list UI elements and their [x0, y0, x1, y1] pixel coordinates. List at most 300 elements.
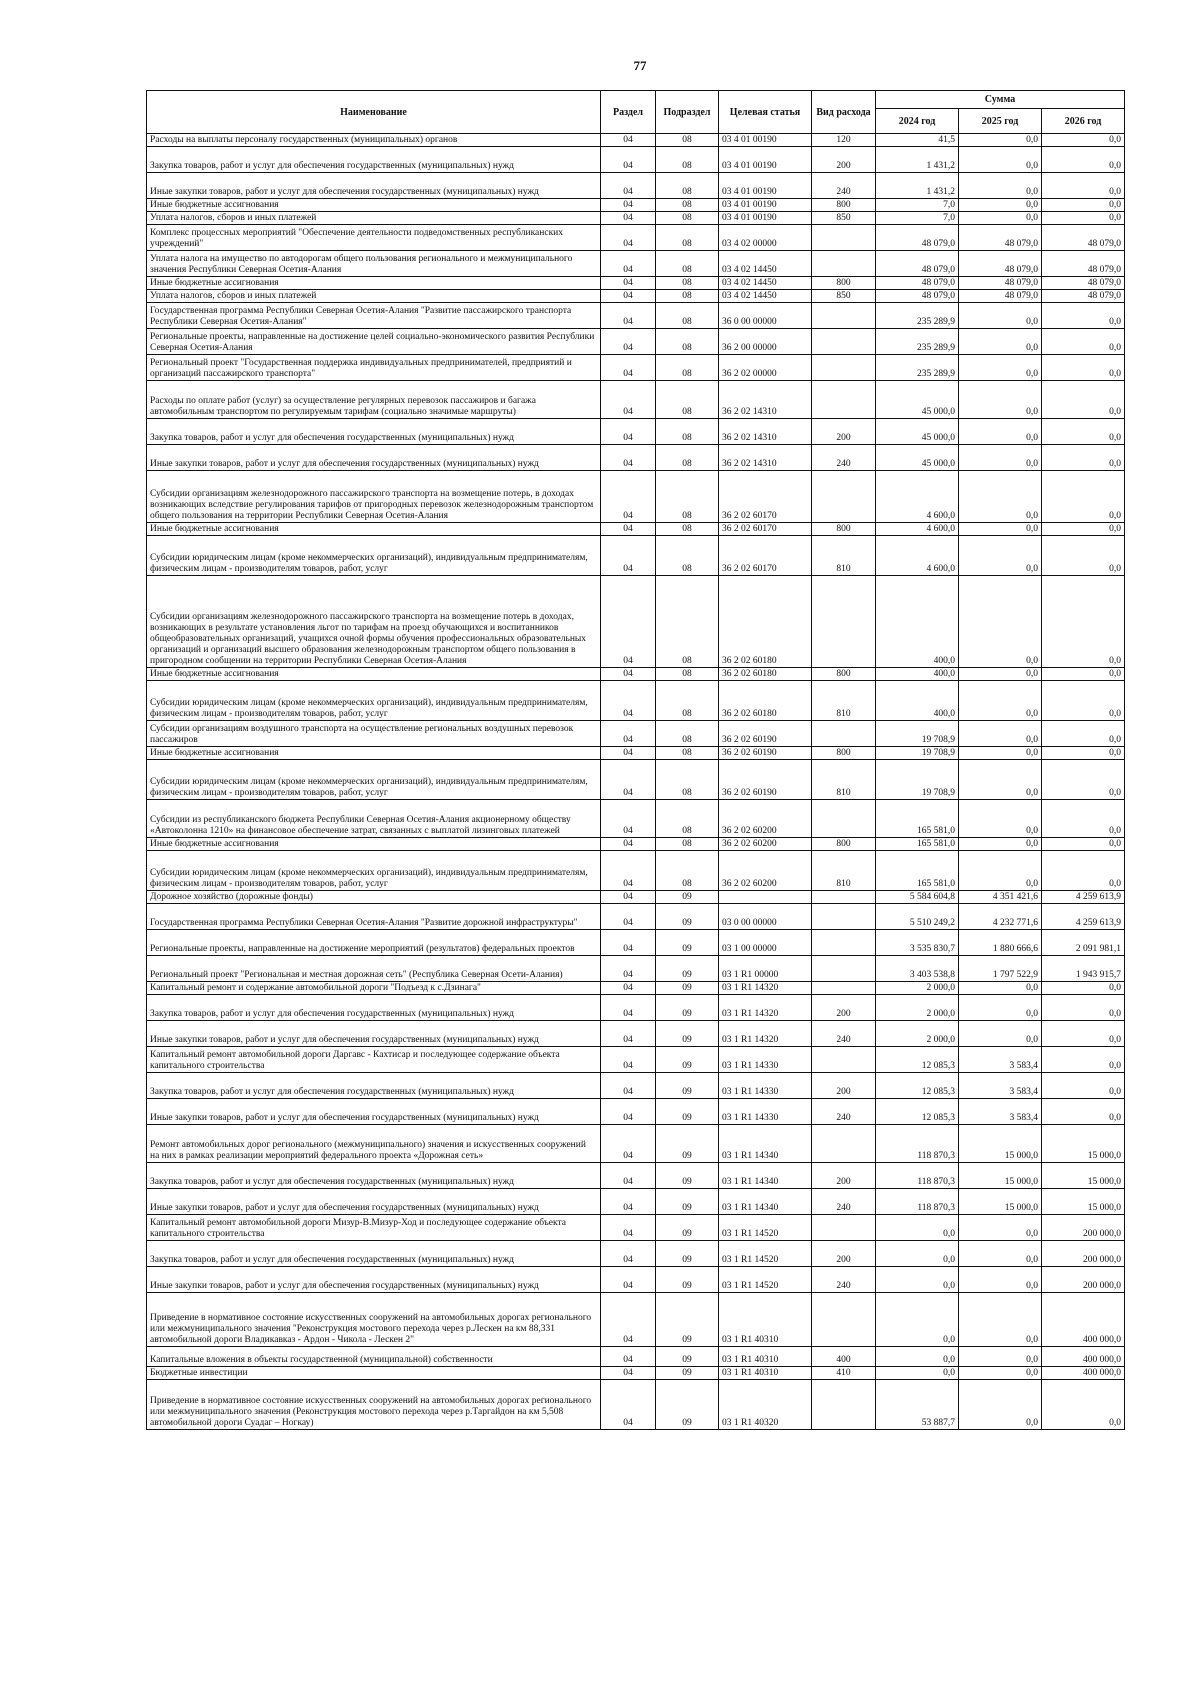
cell-name: Иные закупки товаров, работ и услуг для обеспечения государственных (муниципальных) нужд [147, 1021, 601, 1047]
cell-2024: 235 289,9 [876, 329, 959, 355]
cell-kind: 240 [812, 173, 876, 199]
cell-kind [812, 576, 876, 668]
cell-2026: 0,0 [1042, 445, 1125, 471]
table-row [147, 1047, 1125, 1073]
cell-kind: 800 [812, 838, 876, 851]
cell-section: 04 [601, 995, 656, 1021]
cell-subsection: 09 [656, 1099, 719, 1125]
cell-subsection: 08 [656, 747, 719, 760]
cell-2026: 200 000,0 [1042, 1215, 1125, 1241]
cell-subsection: 09 [656, 930, 719, 956]
cell-target: 36 2 02 60170 [719, 536, 812, 576]
cell-name: Государственная программа Республики Северная Осетия-Алания "Развитие пассажирского транспорта Республики Северная Осетия-Алания" [147, 303, 601, 329]
cell-section: 04 [601, 1099, 656, 1125]
cell-subsection: 09 [656, 1293, 719, 1347]
cell-2026: 0,0 [1042, 576, 1125, 668]
cell-name: Капитальный ремонт автомобильной дороги Даргавс - Кахтисар и последующее содержание объекта капитального строительства [147, 1047, 601, 1073]
cell-name: Региональные проекты, направленные на достижение мероприятий (результатов) федеральных проектов [147, 930, 601, 956]
cell-subsection: 08 [656, 576, 719, 668]
table-row [147, 225, 1125, 251]
cell-name: Уплата налогов, сборов и иных платежей [147, 290, 601, 303]
cell-2025: 0,0 [959, 134, 1042, 147]
cell-kind: 240 [812, 1267, 876, 1293]
header-section: Раздел [601, 91, 656, 134]
cell-subsection: 09 [656, 1047, 719, 1073]
cell-name: Региональные проекты, направленные на достижение целей социально-экономического развития Республики Северная Осетия-Алания [147, 329, 601, 355]
cell-subsection: 08 [656, 173, 719, 199]
cell-2024: 165 581,0 [876, 800, 959, 838]
cell-name: Иные бюджетные ассигнования [147, 838, 601, 851]
cell-target: 03 4 02 14450 [719, 251, 812, 277]
cell-target: 03 4 01 00190 [719, 134, 812, 147]
cell-2026: 0,0 [1042, 199, 1125, 212]
cell-2026: 48 079,0 [1042, 277, 1125, 290]
cell-target: 36 2 02 00000 [719, 355, 812, 381]
cell-name: Закупка товаров, работ и услуг для обеспечения государственных (муниципальных) нужд [147, 995, 601, 1021]
table-row [147, 419, 1125, 445]
table-row [147, 838, 1125, 851]
cell-section: 04 [601, 800, 656, 838]
cell-name: Иные закупки товаров, работ и услуг для обеспечения государственных (муниципальных) нужд [147, 445, 601, 471]
cell-2025: 48 079,0 [959, 225, 1042, 251]
cell-section: 04 [601, 225, 656, 251]
cell-section: 04 [601, 173, 656, 199]
cell-name: Государственная программа Республики Северная Осетия-Алания "Развитие дорожной инфраструктуры" [147, 904, 601, 930]
cell-target: 03 1 R1 40310 [719, 1367, 812, 1380]
cell-target: 03 4 01 00190 [719, 212, 812, 225]
table-row [147, 800, 1125, 838]
cell-target: 03 4 01 00190 [719, 173, 812, 199]
cell-subsection: 08 [656, 225, 719, 251]
cell-2026: 0,0 [1042, 355, 1125, 381]
cell-section: 04 [601, 1215, 656, 1241]
cell-kind [812, 355, 876, 381]
cell-2026: 0,0 [1042, 721, 1125, 747]
cell-2024: 12 085,3 [876, 1047, 959, 1073]
cell-target: 36 2 00 00000 [719, 329, 812, 355]
cell-2025: 0,0 [959, 668, 1042, 681]
cell-kind: 410 [812, 1367, 876, 1380]
cell-2026: 15 000,0 [1042, 1163, 1125, 1189]
cell-kind: 810 [812, 681, 876, 721]
cell-2024: 0,0 [876, 1215, 959, 1241]
cell-section: 04 [601, 956, 656, 982]
cell-subsection: 09 [656, 1380, 719, 1430]
cell-subsection: 08 [656, 721, 719, 747]
cell-2025: 0,0 [959, 747, 1042, 760]
cell-name: Иные бюджетные ассигнования [147, 199, 601, 212]
cell-subsection: 08 [656, 681, 719, 721]
table-row [147, 982, 1125, 995]
cell-2025: 15 000,0 [959, 1163, 1042, 1189]
cell-subsection: 09 [656, 1189, 719, 1215]
header-subsection: Подраздел [656, 91, 719, 134]
cell-section: 04 [601, 668, 656, 681]
cell-section: 04 [601, 851, 656, 891]
cell-kind [812, 904, 876, 930]
cell-name: Субсидии организациям воздушного транспорта на осуществление региональных воздушных перевозок пассажиров [147, 721, 601, 747]
cell-2026: 15 000,0 [1042, 1189, 1125, 1215]
cell-section: 04 [601, 147, 656, 173]
cell-name: Капитальный ремонт и содержание автомобильной дороги "Подъезд к с.Дзинага" [147, 982, 601, 995]
table-row [147, 1163, 1125, 1189]
cell-2024: 45 000,0 [876, 445, 959, 471]
cell-2024: 118 870,3 [876, 1189, 959, 1215]
cell-2024: 19 708,9 [876, 721, 959, 747]
cell-section: 04 [601, 445, 656, 471]
cell-2024: 41,5 [876, 134, 959, 147]
cell-section: 04 [601, 1347, 656, 1367]
cell-name: Субсидии юридическим лицам (кроме некоммерческих организаций), индивидуальным предпринимателям, физическим лицам - производителям товаров, работ, услуг [147, 851, 601, 891]
cell-kind: 200 [812, 995, 876, 1021]
table-row [147, 1267, 1125, 1293]
cell-target: 03 1 R1 14330 [719, 1047, 812, 1073]
cell-name: Уплата налога на имущество по автодорогам общего пользования регионального и межмуниципального значения Республики Северная Осетия-Алания [147, 251, 601, 277]
cell-2024: 7,0 [876, 212, 959, 225]
cell-2024: 19 708,9 [876, 747, 959, 760]
cell-2025: 0,0 [959, 147, 1042, 173]
cell-2026: 48 079,0 [1042, 225, 1125, 251]
cell-subsection: 08 [656, 134, 719, 147]
cell-subsection: 08 [656, 251, 719, 277]
cell-kind: 240 [812, 1099, 876, 1125]
cell-kind [812, 800, 876, 838]
cell-target: 36 2 02 60180 [719, 668, 812, 681]
cell-2024: 118 870,3 [876, 1163, 959, 1189]
cell-2025: 15 000,0 [959, 1125, 1042, 1163]
cell-2026: 0,0 [1042, 147, 1125, 173]
cell-kind [812, 225, 876, 251]
cell-name: Иные закупки товаров, работ и услуг для обеспечения государственных (муниципальных) нужд [147, 173, 601, 199]
cell-2026: 0,0 [1042, 747, 1125, 760]
cell-2024: 45 000,0 [876, 381, 959, 419]
cell-2024: 165 581,0 [876, 838, 959, 851]
cell-section: 04 [601, 838, 656, 851]
cell-2025: 0,0 [959, 800, 1042, 838]
cell-subsection: 09 [656, 956, 719, 982]
cell-name: Капитальные вложения в объекты государственной (муниципальной) собственности [147, 1347, 601, 1367]
cell-2026: 400 000,0 [1042, 1293, 1125, 1347]
table-row [147, 1189, 1125, 1215]
cell-2024: 4 600,0 [876, 536, 959, 576]
cell-target: 03 4 02 14450 [719, 290, 812, 303]
cell-2025: 0,0 [959, 1293, 1042, 1347]
cell-kind: 800 [812, 199, 876, 212]
cell-2026: 48 079,0 [1042, 290, 1125, 303]
header-2026: 2026 год [1042, 109, 1125, 134]
cell-target: 03 1 R1 14340 [719, 1189, 812, 1215]
table-row [147, 173, 1125, 199]
table-row [147, 147, 1125, 173]
table-row [147, 576, 1125, 668]
cell-2025: 0,0 [959, 1347, 1042, 1367]
cell-2025: 4 351 421,6 [959, 891, 1042, 904]
cell-2025: 0,0 [959, 681, 1042, 721]
cell-name: Субсидии юридическим лицам (кроме некоммерческих организаций), индивидуальным предпринимателям, физическим лицам - производителям товаров, работ, услуг [147, 760, 601, 800]
cell-2026: 0,0 [1042, 173, 1125, 199]
cell-2026: 0,0 [1042, 800, 1125, 838]
cell-2025: 0,0 [959, 721, 1042, 747]
cell-2025: 3 583,4 [959, 1047, 1042, 1073]
cell-section: 04 [601, 747, 656, 760]
table-row [147, 471, 1125, 523]
cell-section: 04 [601, 1073, 656, 1099]
table-row [147, 851, 1125, 891]
cell-target: 36 2 02 60170 [719, 523, 812, 536]
cell-2025: 0,0 [959, 419, 1042, 445]
cell-2025: 1 797 522,9 [959, 956, 1042, 982]
cell-2024: 2 000,0 [876, 982, 959, 995]
cell-2024: 5 584 604,8 [876, 891, 959, 904]
header-name: Наименование [147, 91, 601, 134]
cell-section: 04 [601, 212, 656, 225]
cell-2025: 48 079,0 [959, 251, 1042, 277]
cell-subsection: 09 [656, 1073, 719, 1099]
cell-target: 03 0 00 00000 [719, 904, 812, 930]
cell-section: 04 [601, 681, 656, 721]
cell-section: 04 [601, 721, 656, 747]
cell-name: Ремонт автомобильных дорог регионального (межмуниципального) значения и искусственных сооружений на них в рамках реализации мероприятий федерального проекта «Дорожная сеть» [147, 1125, 601, 1163]
cell-2024: 4 600,0 [876, 471, 959, 523]
table-row [147, 212, 1125, 225]
cell-name: Субсидии юридическим лицам (кроме некоммерческих организаций), индивидуальным предпринимателям, физическим лицам - производителям товаров, работ, услуг [147, 681, 601, 721]
cell-2024: 235 289,9 [876, 303, 959, 329]
cell-target: 03 1 R1 14340 [719, 1163, 812, 1189]
table-row [147, 1215, 1125, 1241]
table-row [147, 995, 1125, 1021]
cell-target: 36 2 02 60200 [719, 800, 812, 838]
cell-2025: 3 583,4 [959, 1073, 1042, 1099]
cell-target: 03 1 00 00000 [719, 930, 812, 956]
cell-subsection: 09 [656, 1125, 719, 1163]
table-row [147, 523, 1125, 536]
cell-2024: 2 000,0 [876, 995, 959, 1021]
cell-2026: 0,0 [1042, 760, 1125, 800]
cell-kind [812, 930, 876, 956]
cell-2026: 0,0 [1042, 523, 1125, 536]
table-row [147, 381, 1125, 419]
cell-subsection: 09 [656, 1215, 719, 1241]
cell-2025: 48 079,0 [959, 277, 1042, 290]
cell-2026: 0,0 [1042, 838, 1125, 851]
cell-2024: 0,0 [876, 1267, 959, 1293]
cell-2026: 0,0 [1042, 851, 1125, 891]
cell-target [719, 891, 812, 904]
cell-2024: 48 079,0 [876, 251, 959, 277]
cell-2026: 4 259 613,9 [1042, 904, 1125, 930]
cell-target: 36 2 02 14310 [719, 445, 812, 471]
cell-kind: 240 [812, 1189, 876, 1215]
table-row [147, 760, 1125, 800]
cell-name: Уплата налогов, сборов и иных платежей [147, 212, 601, 225]
table-row [147, 1125, 1125, 1163]
cell-name: Иные бюджетные ассигнования [147, 277, 601, 290]
cell-2025: 0,0 [959, 1241, 1042, 1267]
cell-target: 03 1 R1 00000 [719, 956, 812, 982]
cell-section: 04 [601, 760, 656, 800]
cell-section: 04 [601, 576, 656, 668]
table-row [147, 956, 1125, 982]
cell-kind: 850 [812, 212, 876, 225]
cell-name: Закупка товаров, работ и услуг для обеспечения государственных (муниципальных) нужд [147, 419, 601, 445]
cell-2025: 0,0 [959, 838, 1042, 851]
cell-kind: 850 [812, 290, 876, 303]
cell-target: 36 2 02 60180 [719, 576, 812, 668]
cell-name: Региональный проект "Региональная и местная дорожная сеть" (Республика Северная Осети-Алания) [147, 956, 601, 982]
cell-2026: 0,0 [1042, 471, 1125, 523]
cell-section: 04 [601, 134, 656, 147]
cell-kind: 800 [812, 277, 876, 290]
cell-2024: 1 431,2 [876, 147, 959, 173]
cell-2024: 235 289,9 [876, 355, 959, 381]
cell-subsection: 09 [656, 1267, 719, 1293]
cell-target: 03 1 R1 14330 [719, 1073, 812, 1099]
cell-2026: 0,0 [1042, 419, 1125, 445]
cell-section: 04 [601, 329, 656, 355]
cell-2026: 0,0 [1042, 668, 1125, 681]
cell-2026: 48 079,0 [1042, 251, 1125, 277]
header-sum: Сумма [876, 91, 1125, 109]
cell-subsection: 08 [656, 851, 719, 891]
cell-target: 36 2 02 60200 [719, 838, 812, 851]
cell-kind: 200 [812, 1163, 876, 1189]
cell-2024: 400,0 [876, 681, 959, 721]
cell-target: 03 4 01 00190 [719, 147, 812, 173]
table-row [147, 303, 1125, 329]
cell-2024: 118 870,3 [876, 1125, 959, 1163]
cell-2025: 0,0 [959, 1380, 1042, 1430]
cell-2024: 0,0 [876, 1367, 959, 1380]
table-row [147, 904, 1125, 930]
cell-2026: 0,0 [1042, 1099, 1125, 1125]
cell-2026: 0,0 [1042, 982, 1125, 995]
table-row [147, 1367, 1125, 1380]
cell-2024: 12 085,3 [876, 1073, 959, 1099]
cell-kind: 800 [812, 668, 876, 681]
cell-kind: 800 [812, 747, 876, 760]
cell-section: 04 [601, 251, 656, 277]
cell-2024: 5 510 249,2 [876, 904, 959, 930]
cell-section: 04 [601, 523, 656, 536]
table-row [147, 668, 1125, 681]
cell-subsection: 08 [656, 277, 719, 290]
cell-section: 04 [601, 891, 656, 904]
cell-target: 03 1 R1 40320 [719, 1380, 812, 1430]
cell-name: Иные бюджетные ассигнования [147, 747, 601, 760]
cell-kind [812, 381, 876, 419]
cell-section: 04 [601, 904, 656, 930]
table-row [147, 1073, 1125, 1099]
cell-kind [812, 471, 876, 523]
cell-2024: 1 431,2 [876, 173, 959, 199]
cell-2024: 400,0 [876, 576, 959, 668]
cell-section: 04 [601, 930, 656, 956]
cell-section: 04 [601, 290, 656, 303]
cell-2025: 0,0 [959, 212, 1042, 225]
cell-2026: 400 000,0 [1042, 1367, 1125, 1380]
cell-kind: 200 [812, 147, 876, 173]
table-row [147, 251, 1125, 277]
cell-subsection: 08 [656, 212, 719, 225]
cell-2025: 0,0 [959, 355, 1042, 381]
cell-name: Закупка товаров, работ и услуг для обеспечения государственных (муниципальных) нужд [147, 1073, 601, 1099]
cell-subsection: 09 [656, 1347, 719, 1367]
cell-target: 03 1 R1 40310 [719, 1347, 812, 1367]
cell-section: 04 [601, 303, 656, 329]
cell-2025: 4 232 771,6 [959, 904, 1042, 930]
table-row [147, 1293, 1125, 1347]
table-row [147, 681, 1125, 721]
table-row [147, 747, 1125, 760]
cell-subsection: 09 [656, 1241, 719, 1267]
cell-2024: 3 535 830,7 [876, 930, 959, 956]
cell-2026: 400 000,0 [1042, 1347, 1125, 1367]
cell-2025: 3 583,4 [959, 1099, 1042, 1125]
cell-target: 03 4 02 14450 [719, 277, 812, 290]
cell-2026: 15 000,0 [1042, 1125, 1125, 1163]
cell-section: 04 [601, 381, 656, 419]
cell-2026: 0,0 [1042, 1073, 1125, 1099]
cell-2024: 12 085,3 [876, 1099, 959, 1125]
cell-kind: 810 [812, 851, 876, 891]
cell-2026: 0,0 [1042, 1047, 1125, 1073]
cell-2024: 400,0 [876, 668, 959, 681]
table-row [147, 721, 1125, 747]
cell-subsection: 08 [656, 760, 719, 800]
cell-section: 04 [601, 1163, 656, 1189]
cell-2026: 4 259 613,9 [1042, 891, 1125, 904]
cell-kind: 200 [812, 419, 876, 445]
cell-2025: 0,0 [959, 471, 1042, 523]
cell-2024: 0,0 [876, 1347, 959, 1367]
cell-target: 03 1 R1 14320 [719, 1021, 812, 1047]
table-row [147, 1380, 1125, 1430]
cell-name: Региональный проект "Государственная поддержка индивидуальных предпринимателей, предприятий и организаций пассажирского транспорта" [147, 355, 601, 381]
cell-section: 04 [601, 1125, 656, 1163]
cell-target: 03 1 R1 40310 [719, 1293, 812, 1347]
header-2025: 2025 год [959, 109, 1042, 134]
cell-subsection: 08 [656, 668, 719, 681]
cell-kind [812, 1215, 876, 1241]
table-row [147, 134, 1125, 147]
cell-kind [812, 1047, 876, 1073]
table-row [147, 199, 1125, 212]
cell-2025: 0,0 [959, 381, 1042, 419]
cell-2025: 0,0 [959, 536, 1042, 576]
cell-target: 03 1 R1 14520 [719, 1267, 812, 1293]
cell-name: Комплекс процессных мероприятий "Обеспечение деятельности подведомственных республиканских учреждений" [147, 225, 601, 251]
cell-subsection: 08 [656, 419, 719, 445]
cell-target: 03 1 R1 14340 [719, 1125, 812, 1163]
cell-name: Закупка товаров, работ и услуг для обеспечения государственных (муниципальных) нужд [147, 1241, 601, 1267]
cell-target: 03 1 R1 14320 [719, 995, 812, 1021]
cell-2025: 0,0 [959, 303, 1042, 329]
cell-subsection: 08 [656, 329, 719, 355]
cell-2025: 0,0 [959, 199, 1042, 212]
cell-target: 03 1 R1 14520 [719, 1241, 812, 1267]
cell-2026: 200 000,0 [1042, 1241, 1125, 1267]
cell-target: 36 2 02 60180 [719, 681, 812, 721]
cell-target: 36 2 02 60190 [719, 760, 812, 800]
cell-kind [812, 721, 876, 747]
cell-2024: 0,0 [876, 1293, 959, 1347]
cell-subsection: 09 [656, 982, 719, 995]
cell-kind [812, 1125, 876, 1163]
cell-target: 03 1 R1 14330 [719, 1099, 812, 1125]
cell-target: 36 2 02 60170 [719, 471, 812, 523]
cell-section: 04 [601, 1267, 656, 1293]
cell-section: 04 [601, 419, 656, 445]
